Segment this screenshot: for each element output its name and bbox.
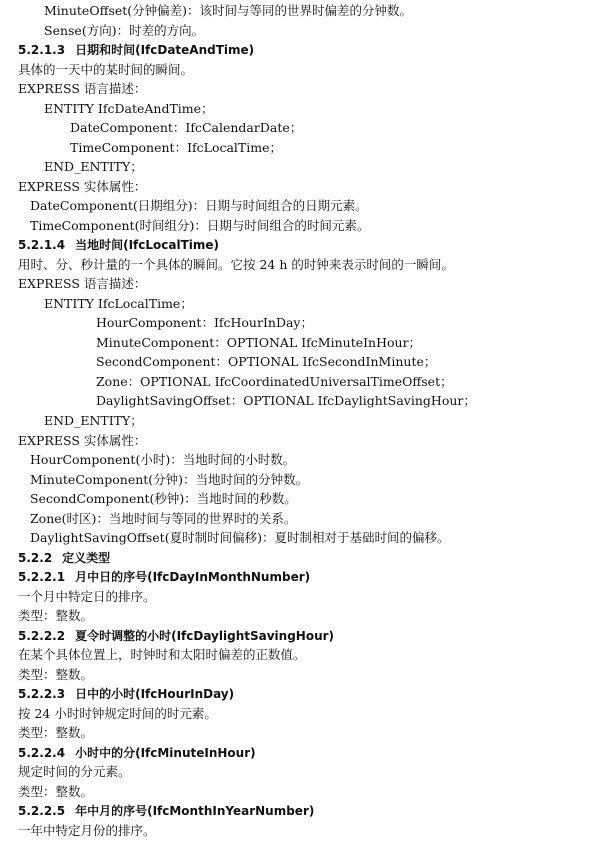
express-attribute-line: HourComponent：IfcHourInDay； [96, 315, 313, 330]
definition-text: 规定时间的分元素。 [18, 764, 131, 779]
express-attribute-line: DaylightSavingOffset：OPTIONAL IfcDaylightSavingHour； [96, 393, 476, 408]
express-description-label: EXPRESS 语言描述： [18, 276, 147, 291]
express-attribute-line: MinuteComponent：OPTIONAL IfcMinuteInHour； [96, 335, 422, 350]
definition-text: 用时、分、秒计量的一个具体的瞬间。它按 24 h 的时钟来表示时间的一瞬间。 [18, 257, 454, 272]
attribute-sense: Sense(方向)：时差的方向。 [44, 23, 205, 38]
section-heading-5-2-2-4: 5.2.2.4 小时中的分(IfcMinuteInHour) [18, 746, 256, 760]
express-attribute-line: TimeComponent：IfcLocalTime； [70, 140, 283, 155]
express-entity-start: ENTITY IfcDateAndTime； [44, 101, 214, 116]
section-heading-5-2-2: 5.2.2 定义类型 [18, 551, 111, 565]
express-attributes-label: EXPRESS 实体属性： [18, 179, 147, 194]
attribute-description: DaylightSavingOffset(夏时制时间偏移)：夏时制相对于基础时间的偏移。 [30, 530, 450, 545]
express-entity-end: END_ENTITY； [44, 413, 143, 428]
express-entity-start: ENTITY IfcLocalTime； [44, 296, 193, 311]
attribute-description: HourComponent(小时)：当地时间的小时数。 [30, 452, 296, 467]
express-attributes-label: EXPRESS 实体属性： [18, 433, 147, 448]
attribute-description: MinuteComponent(分钟)：当地时间的分钟数。 [30, 472, 309, 487]
definition-text: 具体的一天中的某时间的瞬间。 [18, 62, 194, 77]
express-attribute-line: Zone：OPTIONAL IfcCoordinatedUniversalTimeOffset； [96, 374, 453, 389]
type-text: 类型：整数。 [18, 725, 94, 740]
definition-text: 按 24 小时时钟规定时间的时元素。 [18, 706, 217, 721]
attribute-description: TimeComponent(时间组分)：日期与时间组合的时间元素。 [30, 218, 370, 233]
definition-text: 在某个具体位置上，时钟时和太阳时偏差的正数值。 [18, 647, 306, 662]
type-text: 类型：整数。 [18, 784, 94, 799]
type-text: 类型：整数。 [18, 608, 94, 623]
attribute-description: Zone(时区)：当地时间与等同的世界时的关系。 [30, 511, 297, 526]
attribute-description: SecondComponent(秒钟)：当地时间的秒数。 [30, 491, 297, 506]
section-heading-5-2-2-5: 5.2.2.5 年中月的序号(IfcMonthInYearNumber) [18, 804, 315, 818]
section-heading-5-2-2-2: 5.2.2.2 夏令时调整的小时(IfcDaylightSavingHour) [18, 629, 335, 643]
section-heading-5-2-2-3: 5.2.2.3 日中的小时(IfcHourInDay) [18, 687, 235, 701]
definition-text: 一个月中特定日的排序。 [18, 589, 156, 604]
definition-text: 一年中特定月份的排序。 [18, 823, 156, 838]
express-attribute-line: DateComponent：IfcCalendarDate； [70, 120, 303, 135]
express-entity-end: END_ENTITY； [44, 159, 143, 174]
express-attribute-line: SecondComponent：OPTIONAL IfcSecondInMinute； [96, 354, 437, 369]
section-heading-5-2-1-3: 5.2.1.3 日期和时间(IfcDateAndTime) [18, 43, 255, 57]
section-heading-5-2-2-1: 5.2.2.1 月中日的序号(IfcDayInMonthNumber) [18, 570, 311, 584]
type-text: 类型：整数。 [18, 667, 94, 682]
attribute-minuteoffset: MinuteOffset(分钟偏差)：该时间与等同的世界时偏差的分钟数。 [44, 3, 413, 18]
express-description-label: EXPRESS 语言描述： [18, 81, 147, 96]
section-heading-5-2-1-4: 5.2.1.4 当地时间(IfcLocalTime) [18, 238, 220, 252]
attribute-description: DateComponent(日期组分)：日期与时间组合的日期元素。 [30, 198, 368, 213]
